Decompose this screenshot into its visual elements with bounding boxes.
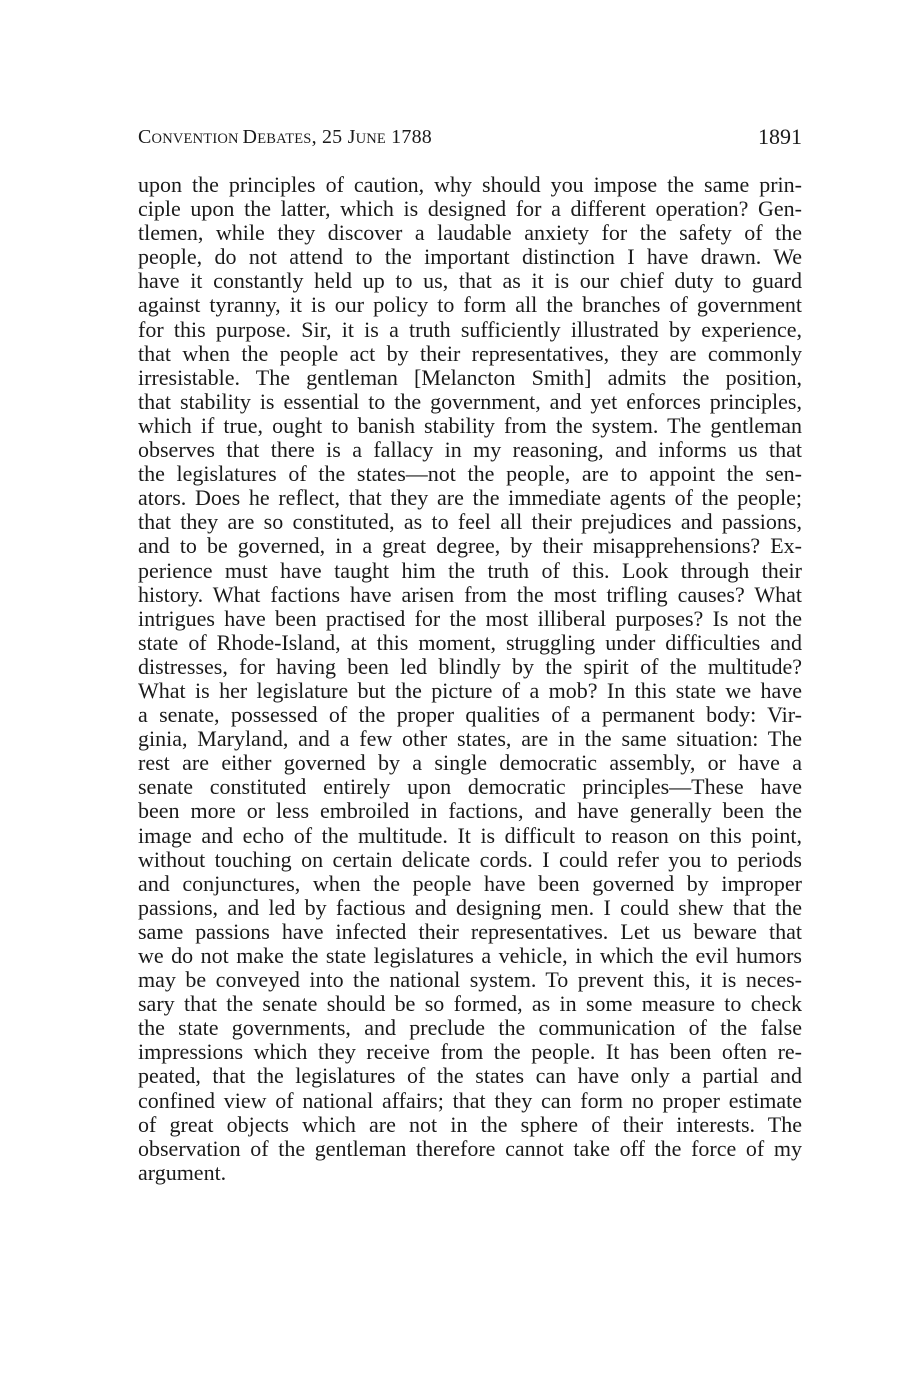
running-title-part: UNE bbox=[355, 131, 386, 147]
text-line: ginia, Maryland, and a few other states, are in the same situation: The bbox=[138, 727, 802, 752]
text-line: argument. bbox=[138, 1160, 227, 1185]
text-line: a senate, possessed of the proper qualities of a permanent body: Vir- bbox=[138, 703, 802, 728]
text-line: rest are either governed by a single democratic assembly, or have a bbox=[138, 751, 802, 776]
text-line: observation of the gentleman therefore cannot take off the force of my bbox=[138, 1136, 802, 1161]
text-line: against tyranny, it is our policy to form all the branches of government bbox=[138, 293, 802, 318]
text-line: observes that there is a fallacy in my reasoning, and informs us that bbox=[138, 438, 802, 463]
text-line: senate constituted entirely upon democratic principles—These have bbox=[138, 775, 802, 800]
text-line: intrigues have been practised for the most illiberal purposes? Is not the bbox=[138, 606, 802, 631]
running-title-part: , 25 bbox=[311, 126, 348, 148]
text-line: image and echo of the multitude. It is difficult to reason on this point, bbox=[138, 823, 802, 848]
text-line: that when the people act by their representatives, they are commonly bbox=[138, 341, 802, 366]
text-line: distresses, for having been led blindly by the spirit of the multitude? bbox=[138, 654, 802, 679]
text-line: history. What factions have arisen from the most trifling causes? What bbox=[138, 582, 802, 607]
text-line: which if true, ought to banish stability from the system. The gentleman bbox=[138, 413, 802, 438]
text-line: the legislatures of the states—not the people, are to appoint the sen- bbox=[138, 462, 802, 487]
running-title-part: 1788 bbox=[385, 126, 432, 148]
text-line: same passions have infected their representatives. Let us beware that bbox=[138, 919, 802, 944]
text-line: been more or less embroiled in factions, and have generally been the bbox=[138, 799, 802, 824]
text-line: ciple upon the latter, which is designed for a different operation? Gen- bbox=[138, 197, 802, 222]
text-line: irresistable. The gentleman [Melancton Smith] admits the position, bbox=[138, 365, 802, 390]
text-line: tlemen, while they discover a laudable anxiety for the safety of the bbox=[138, 221, 802, 246]
text-line: perience must have taught him the truth of this. Look through their bbox=[138, 558, 802, 583]
text-line: without touching on certain delicate cords. I could refer you to periods bbox=[138, 847, 802, 872]
text-line: and to be governed, in a great degree, by their misapprehensions? Ex- bbox=[138, 534, 802, 559]
running-title-part: J bbox=[347, 126, 356, 148]
running-title bbox=[138, 122, 432, 154]
text-line: that stability is essential to the government, and yet enforces principles, bbox=[138, 389, 802, 414]
text-line: that they are so constituted, as to feel all their prejudices and passions, bbox=[138, 510, 802, 535]
running-title-part: EBATES bbox=[257, 131, 312, 147]
text-line: passions, and led by factious and designing men. I could shew that the bbox=[138, 895, 802, 920]
text-line: for this purpose. Sir, it is a truth sufficiently illustrated by experience, bbox=[138, 317, 802, 342]
text-line: may be conveyed into the national system. To prevent this, it is neces- bbox=[138, 968, 802, 993]
text-line: sary that the senate should be so formed, as in some measure to check bbox=[138, 992, 802, 1017]
running-title-part: D bbox=[242, 126, 258, 148]
text-line: upon the principles of caution, why should you impose the same prin- bbox=[138, 173, 802, 197]
page-number: 1891 bbox=[758, 124, 802, 149]
text-line: impressions which they receive from the people. It has been often re- bbox=[138, 1040, 802, 1065]
text-line: the state governments, and preclude the communication of the false bbox=[138, 1016, 802, 1041]
text-line: people, do not attend to the important distinction I have drawn. We bbox=[138, 245, 802, 270]
running-title-part: ONVENTION bbox=[151, 131, 243, 147]
text-line: we do not make the state legislatures a vehicle, in which the evil humors bbox=[138, 944, 802, 968]
running-title-part: C bbox=[138, 126, 152, 148]
text-line: ators. Does he reflect, that they are the immediate agents of the people; bbox=[138, 486, 802, 511]
text-line: have it constantly held up to us, that as it is our chief duty to guard bbox=[138, 269, 802, 294]
text-line: peated, that the legislatures of the states can have only a partial and bbox=[138, 1064, 802, 1089]
text-line: confined view of national affairs; that they can form no proper estimate bbox=[138, 1088, 802, 1113]
text-line: and conjunctures, when the people have been governed by improper bbox=[138, 871, 802, 896]
running-head bbox=[138, 122, 802, 152]
text-line: of great objects which are not in the sphere of their interests. The bbox=[138, 1112, 802, 1137]
text-line: What is her legislature but the picture of a mob? In this state we have bbox=[138, 678, 802, 703]
text-line: state of Rhode-Island, at this moment, struggling under difficulties and bbox=[138, 630, 802, 655]
body-text bbox=[138, 173, 802, 1185]
